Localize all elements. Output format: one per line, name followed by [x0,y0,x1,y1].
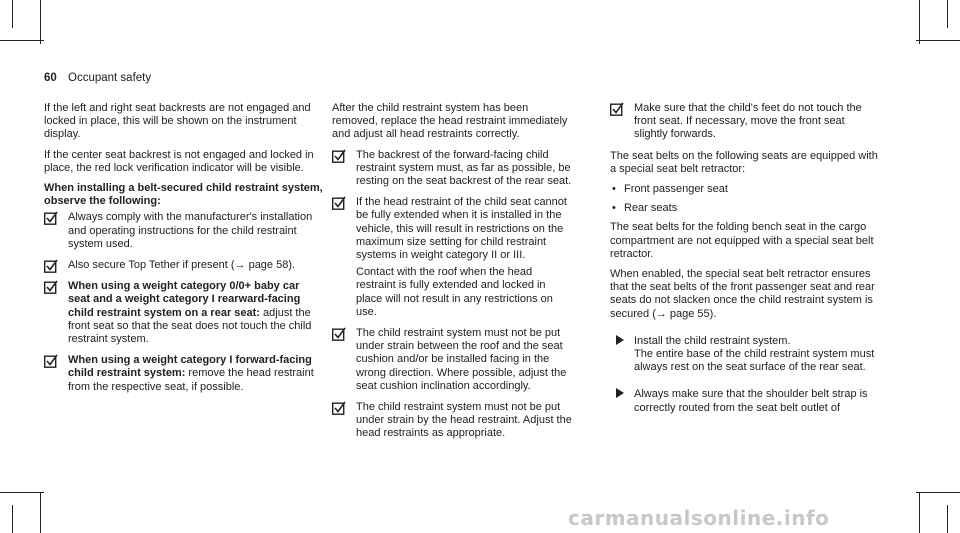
checkbox-check-icon [44,280,58,294]
step-subtext: The entire base of the child restraint system must always rest on the seat surface of the rear seat. [634,348,875,374]
checklist-text: The child restraint system must not be put under strain by the head restraint. Adjust the head restraints as appropriate. [356,401,572,440]
column-3 [610,102,880,421]
checklist-item [332,149,572,189]
checkbox-check-icon [610,102,624,116]
paragraph: The seat belts for the folding bench seat in the cargo compartment are not equipped with a special seat belt retractor. [610,221,874,260]
checklist-text: remove the head restraint from the respective seat, if possible. [68,367,314,393]
crop-mark [947,505,948,533]
instruction-step [610,335,880,375]
checkbox-check-icon [44,354,58,368]
checklist-bold-text: When using a weight category I forward-facing child restraint system: [68,354,312,380]
crop-mark [0,492,44,493]
checklist-item [610,102,880,142]
checklist-bold-text: When using a weight category 0/0+ baby car seat and a weight category I rearward-facing child restraint system on a rear seat: [68,280,301,319]
checklist-item [44,211,324,251]
crop-mark [12,0,13,28]
checklist-text: adjust the front seat so that the seat does not touch the child restraint system. [68,306,312,346]
checklist-text: Always comply with the manufacturer's installation and operating instructions for the child restraint system used. [68,211,313,250]
crop-mark [919,0,920,44]
checklist-item [332,196,572,319]
section-heading: When installing a belt-secured child restraint system, observe the following: [44,182,323,208]
checklist-text: The backrest of the forward-facing child restraint system must, as far as possible, be resting on the seat backrest of the rear seat. [356,148,572,188]
checkbox-check-icon [332,401,346,415]
checkbox-check-icon [332,149,346,163]
paragraph: If the center seat backrest is not engaged and locked in place, the red lock verification indicator will be visible. [44,148,314,174]
column-1 [44,102,324,402]
checkbox-check-icon [44,259,58,273]
page-number: 60 [44,72,57,84]
checklist-item [332,401,572,441]
bullet-item: • Front passenger seat [610,183,880,196]
checklist-subtext: Contact with the roof when the head restraint is fully extended and locked in place will not result in any restrictions on use. [356,266,553,318]
crop-mark [40,0,41,44]
column-2 [332,102,572,449]
paragraph: If the left and right seat backrests are not engaged and locked in place, this will be shown on the instrument display. [44,102,311,141]
crop-mark [916,40,960,41]
footer-watermark: carmanualsonline.info [568,506,830,530]
paragraph: After the child restraint system has been removed, replace the head restraint immediately and adjust all head restraints correctly. [332,102,568,141]
checklist-item [44,280,324,346]
crop-mark [919,492,920,533]
checklist-text: The child restraint system must not be put under strain between the roof and the seat cushion and/or be installed facing in the wrong direction. Where possible, adjust the seat cushion inclination accordingly. [356,327,567,392]
paragraph: The seat belts on the following seats are equipped with a special seat belt retractor: [610,149,878,175]
page-header [44,72,151,84]
checklist-item [332,327,572,393]
crop-mark [947,0,948,28]
checklist-text: Make sure that the child's feet do not touch the front seat. If necessary, move the front seat slightly forwards. [634,102,862,141]
step-arrow-icon [616,388,624,398]
checklist-text: Also secure Top Tether if present (→ page 58). [68,259,296,272]
checkbox-check-icon [332,327,346,341]
page-section-title: Occupant safety [68,72,152,84]
paragraph: When enabled, the special seat belt retractor ensures that the seat belts of the front passenger seat and rear seats do not slacken once the child restraint system is secured (→ page 55). [610,268,875,320]
instruction-step [610,388,880,414]
crop-mark [0,40,44,41]
checklist-item [44,354,324,394]
checkbox-check-icon [332,196,346,210]
step-text: Install the child restraint system. [634,334,791,347]
crop-mark [40,492,41,533]
step-text: Always make sure that the shoulder belt strap is correctly routed from the seat belt outlet of [634,388,868,414]
checkbox-check-icon [44,211,58,225]
checklist-item [44,259,324,272]
checklist-text: If the head restraint of the child seat cannot be fully extended when it is installed in the vehicle, this will result in restrictions on the maximum size setting for child restraint systems in weight category II or III. [356,196,567,262]
crop-mark [12,505,13,533]
bullet-item: • Rear seats [610,202,880,215]
crop-mark [916,492,960,493]
step-arrow-icon [616,335,624,345]
